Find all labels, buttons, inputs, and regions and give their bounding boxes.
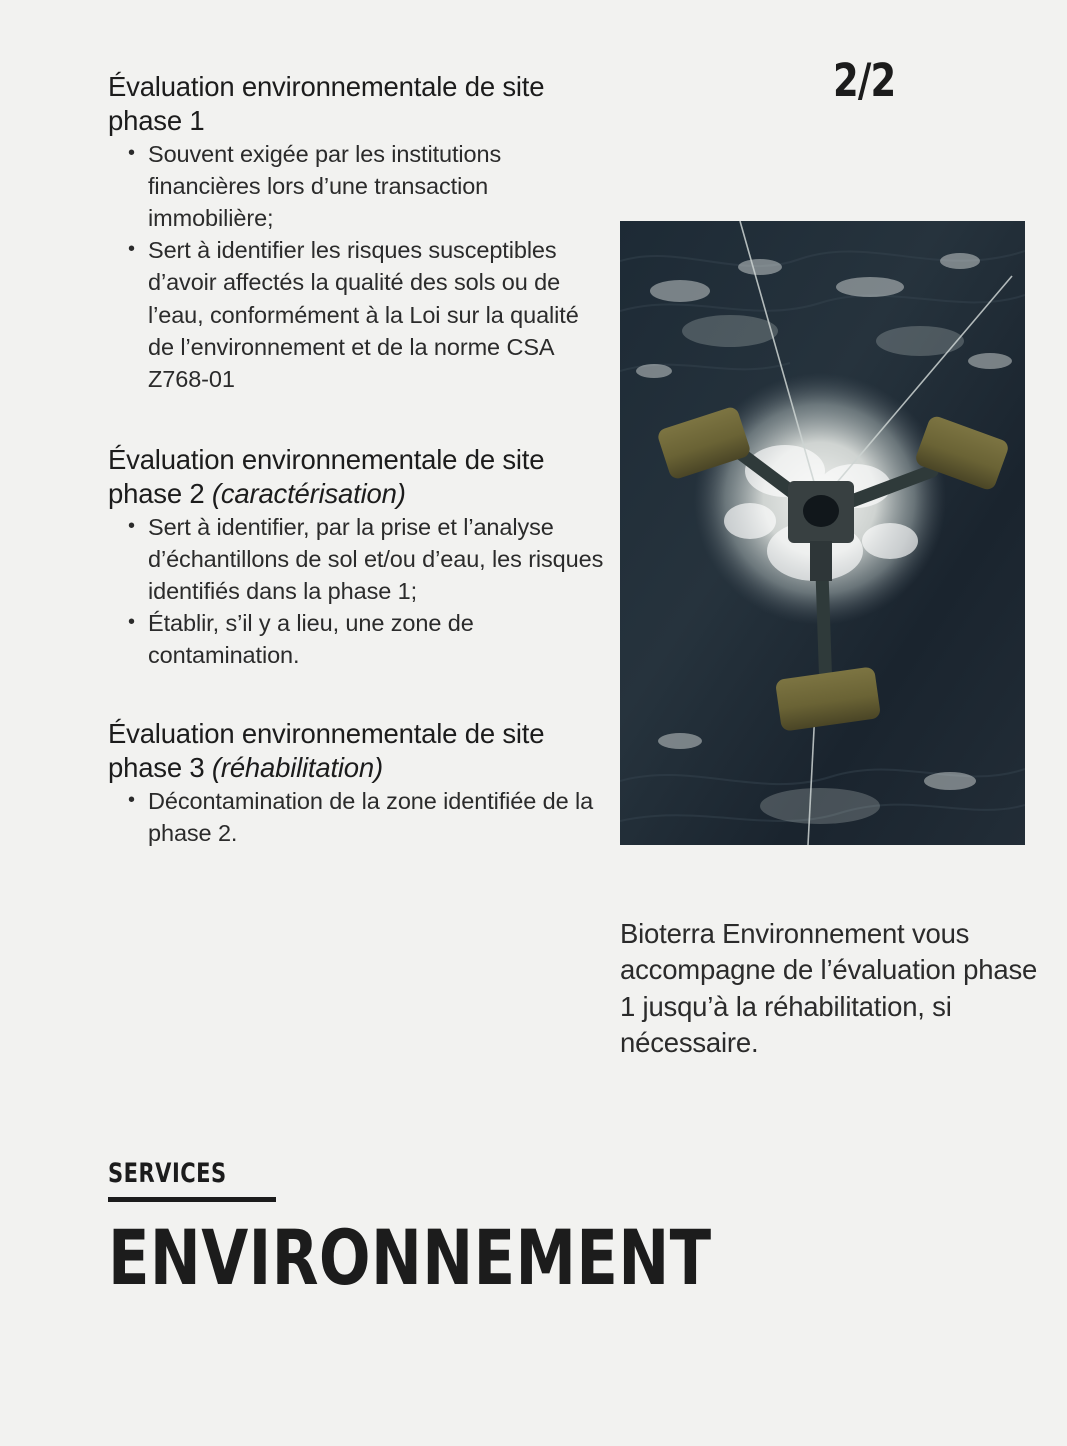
list-item: • Souvent exigée par les institutions financières lors d’une transaction immobilière; <box>108 138 608 234</box>
list-item: • Sert à identifier, par la prise et l’analyse d’échantillons de sol et/ou d’eau, les risques identifiés dans la phase 1; <box>108 511 608 607</box>
closing-paragraph: Bioterra Environnement vous accompagne de l’évaluation phase 1 jusqu’à la réhabilitation, si nécessaire. <box>620 917 1038 1059</box>
footer-divider <box>108 1197 276 1202</box>
section-title-phase-2 <box>108 443 608 511</box>
footer-word: ENVIRONNEMENT <box>108 1213 712 1302</box>
bullet-list-phase-1 <box>108 138 608 395</box>
page-counter: 2/2 <box>833 54 896 107</box>
list-item: • Décontamination de la zone identifiée de la phase 2. <box>108 785 608 849</box>
section-title-phase-3-main: Évaluation environnementale de site phase 3 <box>108 718 545 784</box>
section-title-phase-2-main: Évaluation environnementale de site phase 2 <box>108 443 545 509</box>
bullet-list-phase-2 <box>108 511 608 671</box>
footer-kicker: SERVICES <box>108 1158 227 1189</box>
footer-logotype <box>108 1158 862 1302</box>
section-title-phase-3 <box>108 717 608 785</box>
section-title-phase-3-italic: (réhabilitation) <box>211 752 383 784</box>
list-item: • Sert à identifier les risques susceptibles d’avoir affectés la qualité des sols ou de l’eau, conformément à la Loi sur la qualité de l’environnement et de la norme CSA Z768-01 <box>108 234 608 394</box>
aerial-water-photo <box>620 221 1025 845</box>
bullet-list-phase-3 <box>108 785 608 849</box>
section-title-phase-1-main: Évaluation environnementale de site phase 1 <box>108 71 545 137</box>
left-content-column <box>108 70 608 850</box>
list-item: • Établir, s’il y a lieu, une zone de contamination. <box>108 607 608 671</box>
section-title-phase-2-italic: (caractérisation) <box>211 477 406 509</box>
section-title-phase-1 <box>108 70 608 138</box>
